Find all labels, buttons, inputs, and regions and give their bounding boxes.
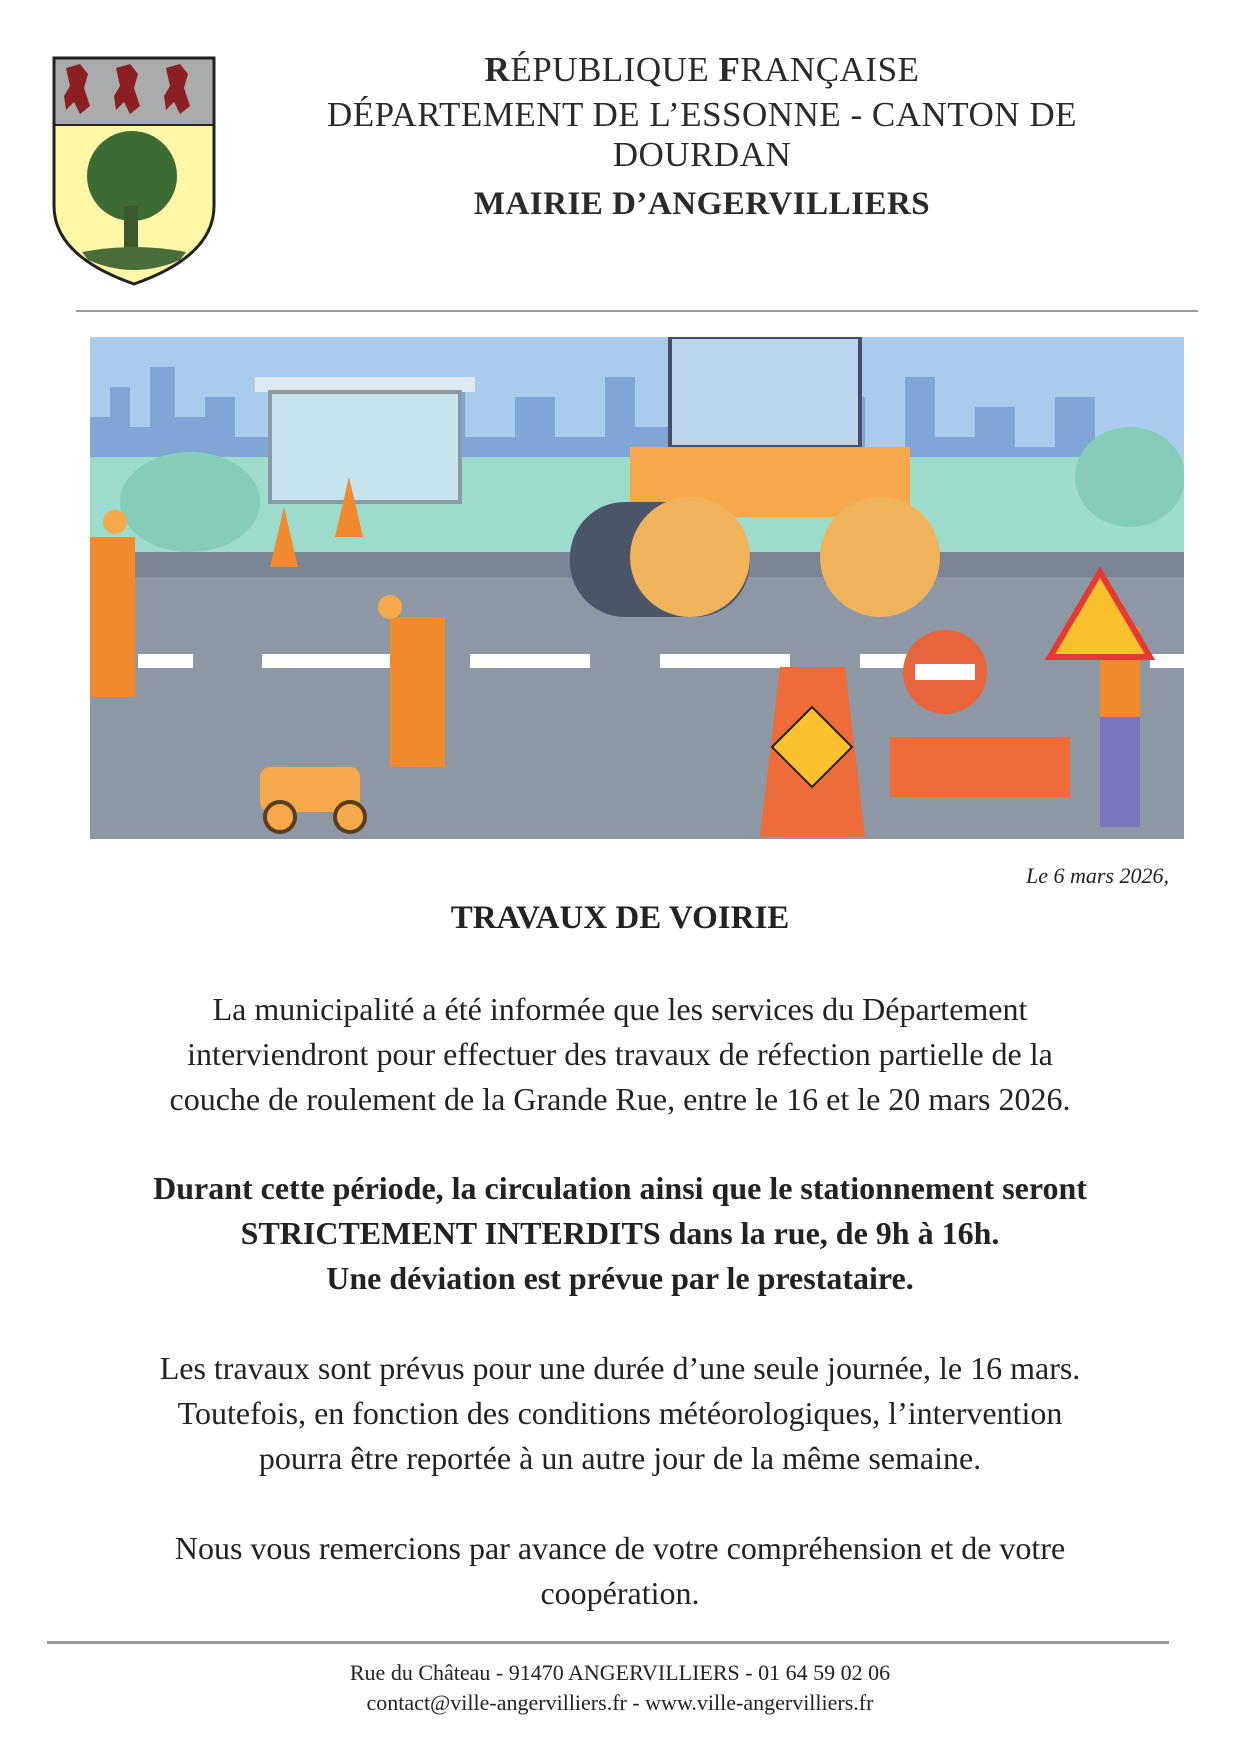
- footer-contact[interactable]: contact@ville-angervilliers.fr - www.ville-angervilliers.fr: [366, 1690, 874, 1715]
- text-line: La municipalité a été informée que les services du Département: [212, 991, 1028, 1027]
- notice-title: TRAVAUX DE VOIRIE: [450, 900, 790, 936]
- paragraph-thanks: [0, 1526, 1240, 1616]
- bus-shelter: [255, 377, 475, 502]
- header-departement: DÉPARTEMENT DE L’ESSONNE - CANTON DE DOURDAN: [327, 95, 1077, 174]
- text-line: coopération.: [540, 1575, 700, 1611]
- text-line: Toutefois, en fonction des conditions météorologiques, l’intervention: [177, 1395, 1063, 1431]
- header-republique: RÉPUBLIQUE FRANÇAISE: [484, 50, 920, 89]
- text-line: Les travaux sont prévus pour une durée d’une seule journée, le 16 mars.: [159, 1350, 1081, 1386]
- text-line: Nous vous remercions par avance de votre compréhension et de votre: [174, 1530, 1066, 1566]
- text-line: interviendront pour effectuer des travaux de réfection partielle de la: [187, 1036, 1053, 1072]
- document-date: Le 6 mars 2026,: [1025, 863, 1169, 888]
- header-divider: [76, 310, 1198, 312]
- roadworks-illustration: [90, 337, 1184, 839]
- paragraph-restrictions: [0, 1166, 1240, 1301]
- footer-divider: [47, 1641, 1169, 1644]
- footer-address: Rue du Château - 91470 ANGERVILLIERS - 01 64 59 02 06: [349, 1660, 891, 1685]
- text-line: Une déviation est prévue par le prestataire.: [326, 1260, 914, 1296]
- header-mairie: MAIRIE D’ANGERVILLIERS: [473, 186, 931, 222]
- text-line: couche de roulement de la Grande Rue, entre le 16 et le 20 mars 2026.: [169, 1081, 1071, 1117]
- text-line: STRICTEMENT INTERDITS dans la rue, de 9h à 16h.: [240, 1215, 1000, 1251]
- coat-of-arms-logo: [52, 56, 216, 286]
- text-line: pourra être reportée à un autre jour de la même semaine.: [258, 1440, 982, 1476]
- text-line: Durant cette période, la circulation ainsi que le stationnement seront: [153, 1170, 1087, 1206]
- paragraph-schedule: [0, 1346, 1240, 1481]
- paragraph-intro: [0, 987, 1240, 1122]
